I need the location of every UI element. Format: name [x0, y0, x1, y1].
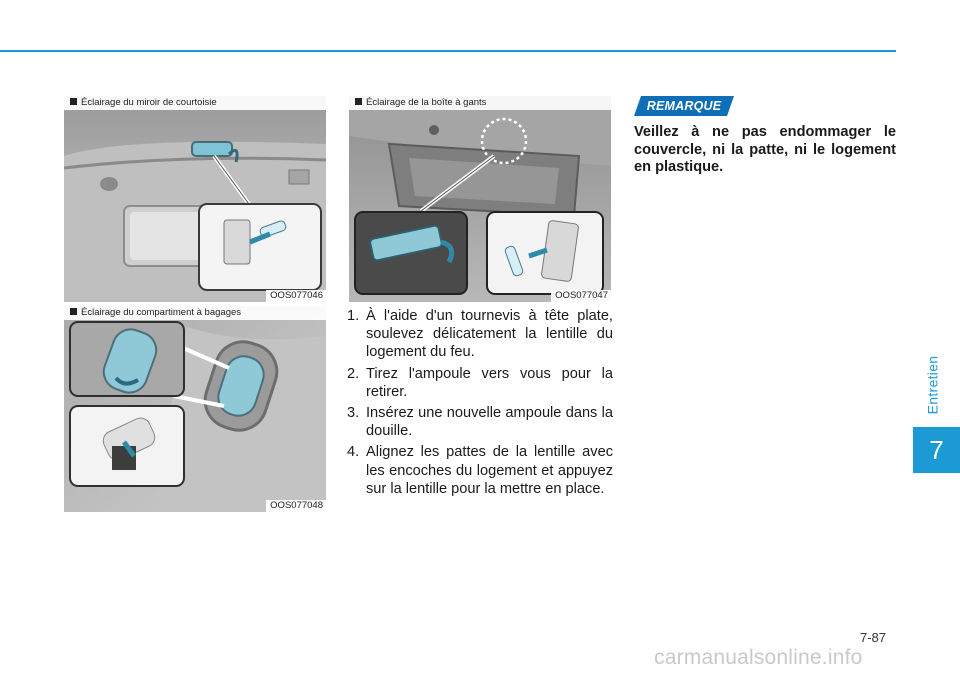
figure-code: OOS077046: [266, 290, 326, 302]
figure-caption: Éclairage du miroir de courtoisie: [64, 96, 326, 110]
step-item: 4. Alignez les pattes de la lentille avec les encoches du logement et appuyez sur la lentille pour la mettre en place.: [347, 444, 613, 497]
detail-inset: [199, 204, 321, 290]
vanity-mirror-illustration: [64, 96, 326, 302]
chapter-number-tab: [913, 427, 960, 473]
figure-code: OOS077048: [266, 500, 326, 512]
step-item: 3. Insérez une nouvelle ampoule dans la douille.: [347, 405, 613, 440]
figure-caption: Éclairage du compartiment à bagages: [64, 306, 326, 320]
chapter-number: 7: [929, 434, 944, 465]
remarque-badge: [634, 96, 734, 116]
page-number: 7-87: [860, 630, 887, 645]
remarque-label: REMARQUE: [646, 99, 722, 113]
figure-vanity-mirror-lamp: [64, 96, 326, 302]
remarque-text: Veillez à ne pas endommager le couvercle, ni la patte, ni le logement en plastique.: [634, 124, 896, 175]
figure-luggage-lamp: [64, 306, 326, 512]
figure-glove-box-lamp: [349, 96, 611, 302]
figure-code: OOS077047: [551, 290, 611, 302]
lamp-lens: [192, 142, 232, 156]
glove-box-illustration: [349, 96, 611, 302]
header-rule: [0, 50, 896, 52]
chapter-side-label: [916, 340, 948, 430]
chapter-title: Entretien: [924, 355, 941, 415]
figure-caption: Éclairage de la boîte à gants: [349, 96, 611, 110]
luggage-lamp-illustration: [64, 306, 326, 512]
step-item: 2. Tirez l'ampoule vers vous pour la retirer.: [347, 365, 613, 400]
watermark: carmanualsonline.info: [654, 646, 863, 669]
step-item: 1. À l'aide d'un tournevis à tête plate, soulevez délicatement la lentille du logement du feu.: [347, 308, 613, 361]
procedure-steps: [347, 307, 613, 501]
